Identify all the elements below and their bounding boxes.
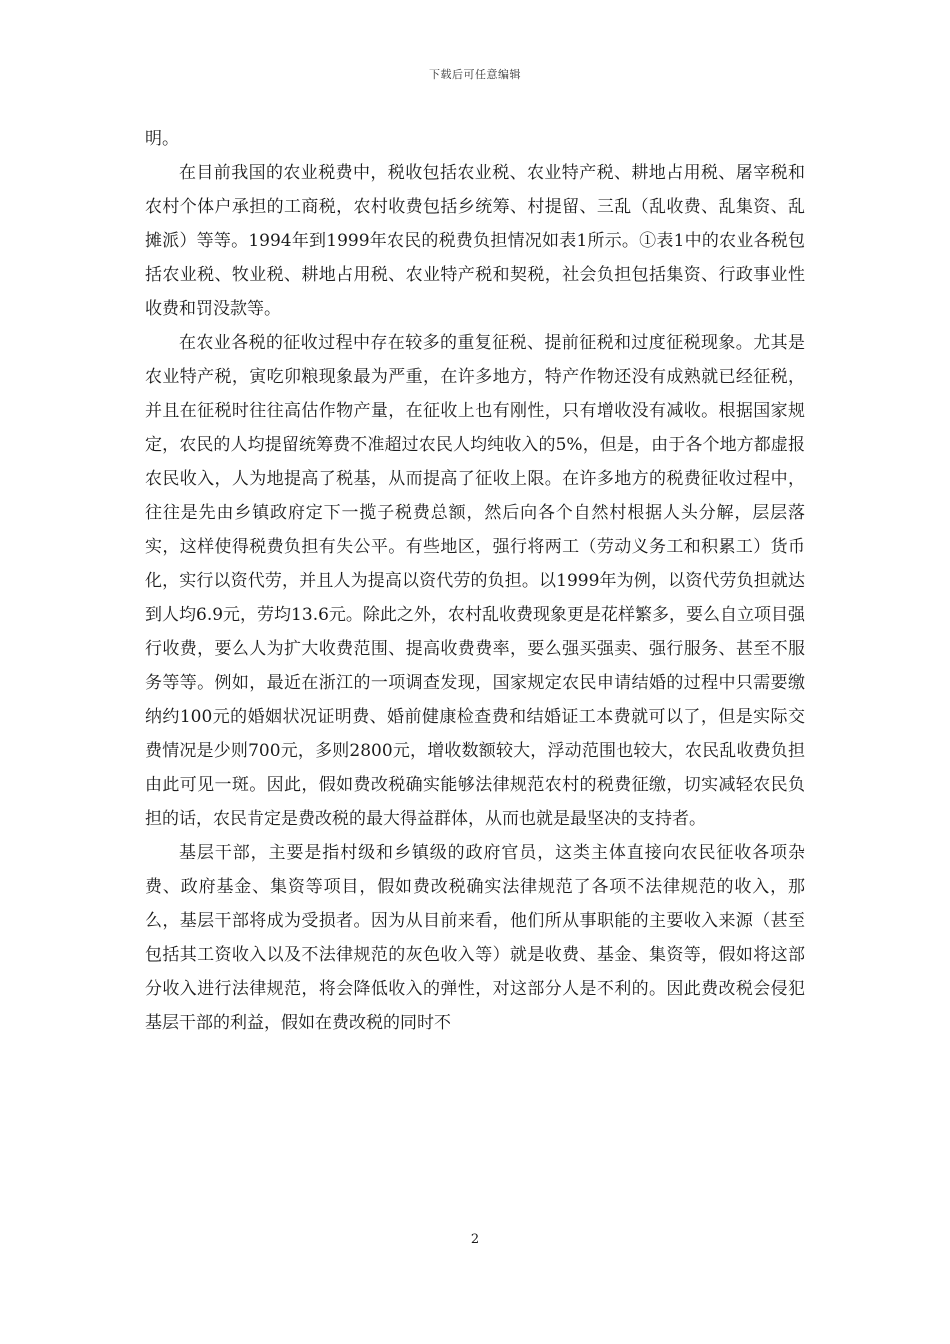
- paragraph: 在农业各税的征收过程中存在较多的重复征税、提前征税和过度征税现象。尤其是农业特产税，寅吃卯粮现象最为严重，在许多地方，特产作物还没有成熟就已经征税，并且在征税时往往高估作物产量，在征收上也有刚性，只有增收没有减收。根据国家规定，农民的人均提留统筹费不准超过农民人均纯收入的5%，但是，由于各个地方都虚报农民收入，人为地提高了税基，从而提高了征收上限。在许多地方的税费征收过程中，往往是先由乡镇政府定下一揽子税费总额，然后向各个自然村根据人头分解，层层落实，这样使得税费负担有失公平。有些地区，强行将两工（劳动义务工和积累工）货币化，实行以资代劳，并且人为提高以资代劳的负担。以1999年为例，以资代劳负担就达到人均6.9元，劳均13.6元。除此之外，农村乱收费现象更是花样繁多，要么自立项目强行收费，要么人为扩大收费范围、提高收费费率，要么强买强卖、强行服务、甚至不服务等等。例如，最近在浙江的一项调查发现，国家规定农民申请结婚的过程中只需要缴纳约100元的婚姻状况证明费、婚前健康检查费和结婚证工本费就可以了，但是实际交费情况是少则700元，多则2800元，增收数额较大，浮动范围也较大，农民乱收费负担由此可见一斑。因此，假如费改税确实能够法律规范农村的税费征缴，切实减轻农民负担的话，农民肯定是费改税的最大得益群体，从而也就是最坚决的支持者。: [145, 333, 805, 829]
- paragraph: 明。: [145, 129, 179, 149]
- paragraph: 基层干部，主要是指村级和乡镇级的政府官员，这类主体直接向农民征收各项杂费、政府基金、集资等项目，假如费改税确实法律规范了各项不法律规范的收入，那么，基层干部将成为受损者。因为从目前来看，他们所从事职能的主要收入来源（甚至包括其工资收入以及不法律规范的灰色收入等）就是收费、基金、集资等，假如将这部分收入进行法律规范，将会降低收入的弹性，对这部分人是不利的。因此费改税会侵犯基层干部的利益，假如在费改税的同时不: [145, 843, 805, 1033]
- paragraph: 在目前我国的农业税费中，税收包括农业税、农业特产税、耕地占用税、屠宰税和农村个体户承担的工商税，农村收费包括乡统筹、村提留、三乱（乱收费、乱集资、乱摊派）等等。1994年到1999年农民的税费负担情况如表1所示。①表1中的农业各税包括农业税、牧业税、耕地占用税、农业特产税和契税，社会负担包括集资、行政事业性收费和罚没款等。: [145, 163, 805, 319]
- body-text: [145, 122, 805, 1040]
- page-number: 2: [470, 1232, 480, 1247]
- page-header: 下载后可任意编辑: [429, 68, 521, 81]
